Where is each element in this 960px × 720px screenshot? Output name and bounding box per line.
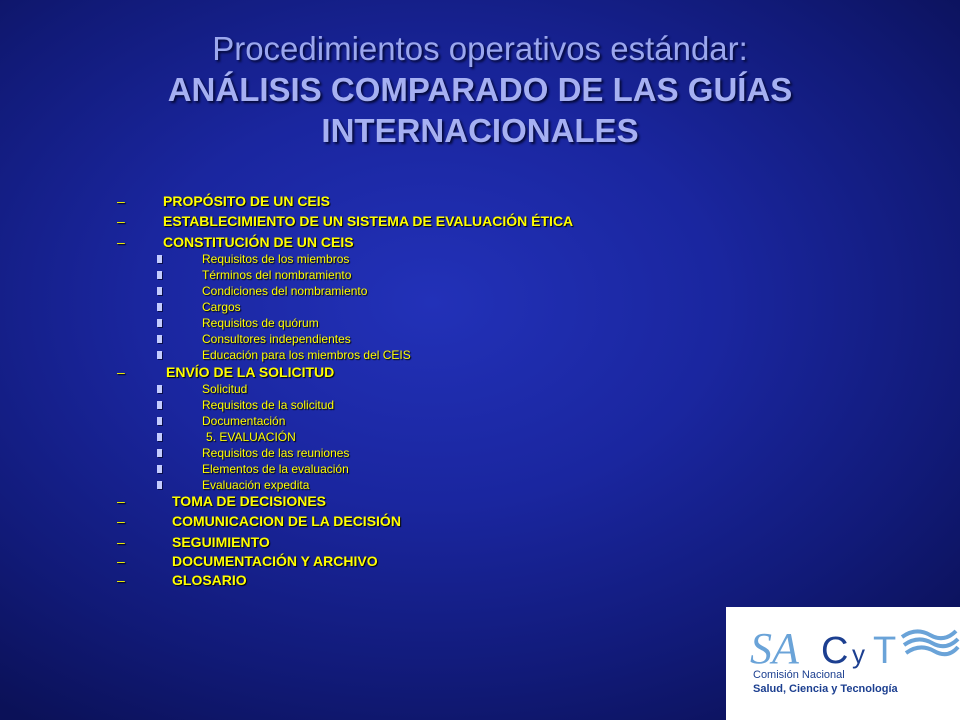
outline-subitem-label: Evaluación expedita [202,478,310,492]
outline-subitem-label: Requisitos de quórum [202,316,319,330]
square-bullet-icon [157,449,162,457]
outline-subitem-label: Elementos de la evaluación [202,462,349,476]
outline-item-label: ENVÍO DE LA SOLICITUD [166,364,335,380]
square-bullet-icon [157,465,162,473]
outline-item-label: CONSTITUCIÓN DE UN CEIS [163,234,354,250]
sacyt-logo-mark [726,607,960,720]
title-line-2: ANÁLISIS COMPARADO DE LAS GUÍAS [167,71,793,108]
dash-marker: – [117,534,125,550]
svg-text:T: T [873,630,897,672]
dash-marker: – [117,493,125,509]
outline-subitem-label: 5. EVALUACIÓN [206,430,296,444]
svg-text:C: C [821,630,849,672]
outline-subitem-label: Consultores independientes [202,332,351,346]
dash-marker: – [117,572,125,588]
square-bullet-icon [157,433,162,441]
logo-org-line-2: Salud, Ciencia y Tecnología [753,683,898,695]
dash-marker: – [117,213,125,229]
outline-subitem-label: Cargos [202,300,241,314]
outline-subitem-label: Solicitud [202,382,248,396]
square-bullet-icon [157,303,162,311]
outline-subitem-label: Términos del nombramiento [202,268,352,282]
square-bullet-icon [157,255,162,263]
dash-marker: – [117,364,125,380]
dash-marker: – [117,513,125,529]
outline-item-label: SEGUIMIENTO [172,534,270,550]
outline-item-label: GLOSARIO [172,572,247,588]
square-bullet-icon [157,417,162,425]
square-bullet-icon [157,401,162,409]
dash-marker: – [117,234,125,250]
svg-text:y: y [852,639,865,669]
outline-subitem-label: Requisitos de las reuniones [202,446,350,460]
dash-marker: – [117,193,125,209]
square-bullet-icon [157,271,162,279]
outline-subitem-label: Requisitos de los miembros [202,252,350,266]
logo-org-line-1: Comisión Nacional [753,669,845,681]
title-line-1: Procedimientos operativos estándar: [212,30,748,67]
square-bullet-icon [157,385,162,393]
svg-text:SA: SA [750,624,799,673]
title-line-3: INTERNACIONALES [321,112,639,149]
dash-marker: – [117,553,125,569]
square-bullet-icon [157,287,162,295]
outline-item-label: TOMA DE DECISIONES [172,493,327,509]
outline-subitem-label: Condiciones del nombramiento [202,284,368,298]
sacyt-logo [726,607,960,720]
outline-item-label: COMUNICACION DE LA DECISIÓN [172,513,401,529]
outline-item-label: DOCUMENTACIÓN Y ARCHIVO [172,553,378,569]
square-bullet-icon [157,335,162,343]
square-bullet-icon [157,481,162,489]
square-bullet-icon [157,319,162,327]
outline-item-label: ESTABLECIMIENTO DE UN SISTEMA DE EVALUACIÓN ÉTICA [163,213,574,229]
outline-subitem-label: Educación para los miembros del CEIS [202,348,411,362]
outline-subitem-label: Requisitos de la solicitud [202,398,335,412]
square-bullet-icon [157,351,162,359]
outline-subitem-label: Documentación [202,414,286,428]
outline-item-label: PROPÓSITO DE UN CEIS [163,193,330,209]
